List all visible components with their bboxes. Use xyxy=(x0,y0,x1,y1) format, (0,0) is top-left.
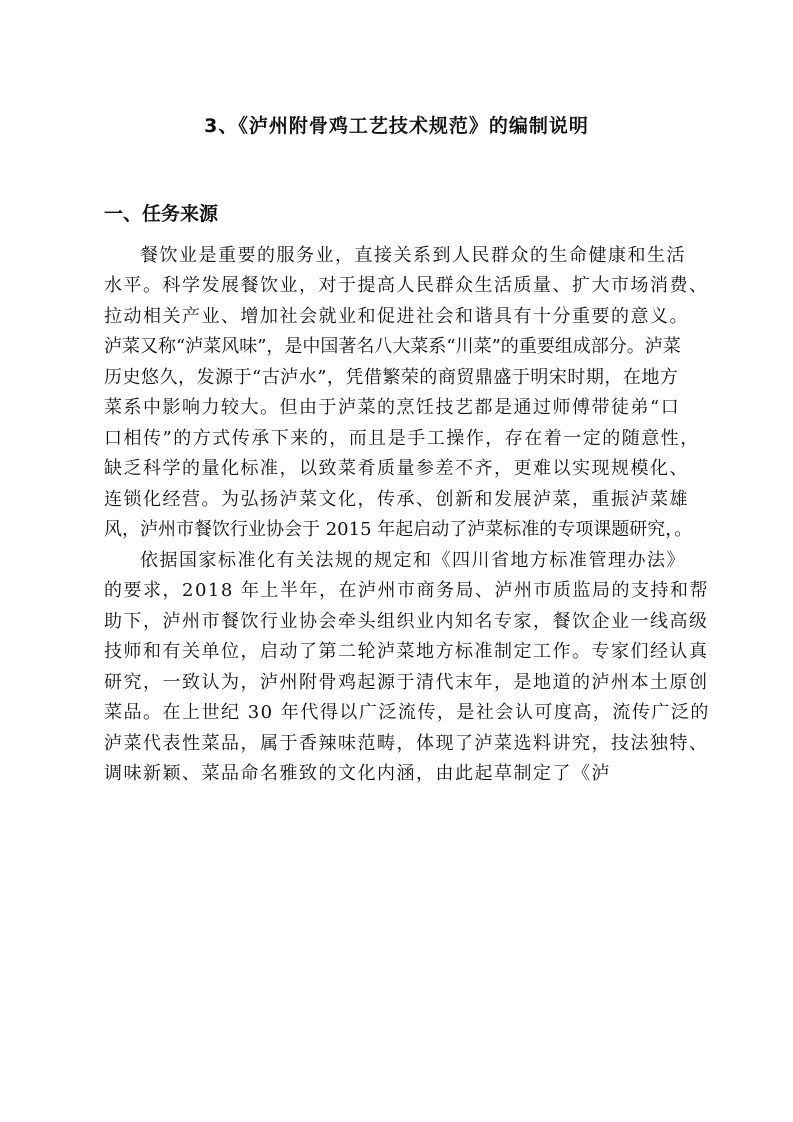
paragraph-line: 助下，泸州市餐饮行业协会牵头组织业内知名专家，餐饮企业一线高级 xyxy=(104,611,709,632)
paragraph-line: 研究，一致认为，泸州附骨鸡起源于清代末年，是地道的泸州本土原创 xyxy=(104,672,709,693)
paragraph-line: 泸菜代表性菜品，属于香辣味范畴，体现了泸菜选料讲究，技法独特、 xyxy=(104,733,709,754)
paragraph-line: 依据国家标准化有关法规的规定和《四川省地方标准管理办法》 xyxy=(140,550,686,571)
paragraph-line: 菜系中影响力较大。但由于泸菜的烹饪技艺都是通过师傅带徒弟“口 xyxy=(104,397,681,418)
paragraph-line: 拉动相关产业、增加社会就业和促进社会和谐具有十分重要的意义。 xyxy=(104,306,689,327)
paragraph-line: 口相传”的方式传承下来的，而且是手工操作，存在着一定的随意性， xyxy=(104,428,700,449)
paragraph-line: 连锁化经营。为弘扬泸菜文化，传承、创新和发展泸菜，重振泸菜雄 xyxy=(104,489,689,510)
paragraph-line: 菜品。在上世纪 30 年代得以广泛流传，是社会认可度高，流传广泛的 xyxy=(104,702,710,723)
paragraph-line: 餐饮业是重要的服务业，直接关系到人民群众的生命健康和生活 xyxy=(140,245,686,266)
paragraph-line: 缺乏科学的量化标准，以致菜肴质量参差不齐，更难以实现规模化、 xyxy=(104,458,689,479)
paragraph-line: 风，泸州市餐饮行业协会于 2015 年起启动了泸菜标准的专项课题研究，。 xyxy=(104,519,693,540)
paragraph-line: 历史悠久，发源于“古泸水”，凭借繁荣的商贸鼎盛于明宋时期，在地方 xyxy=(104,367,679,388)
paragraph-line: 泸菜又称“泸菜风味”，是中国著名八大菜系“川菜”的重要组成部分。泸菜 xyxy=(104,336,681,357)
paragraph-line: 调味新颖、菜品命名雅致的文化内涵，由此起草制定了《泸 xyxy=(104,763,611,784)
document-title: 3、《泸州附骨鸡工艺技术规范》的编制说明 xyxy=(204,115,589,137)
section-heading-task-source: 一、任务来源 xyxy=(104,203,219,225)
paragraph-line: 的要求，2018 年上半年，在泸州市商务局、泸州市质监局的支持和帮 xyxy=(104,580,710,601)
paragraph-line: 技师和有关单位，启动了第二轮泸菜地方标准制定工作。专家们经认真 xyxy=(104,641,709,662)
paragraph-line: 水平。科学发展餐饮业，对于提高人民群众生活质量、扩大市场消费、 xyxy=(104,275,709,296)
